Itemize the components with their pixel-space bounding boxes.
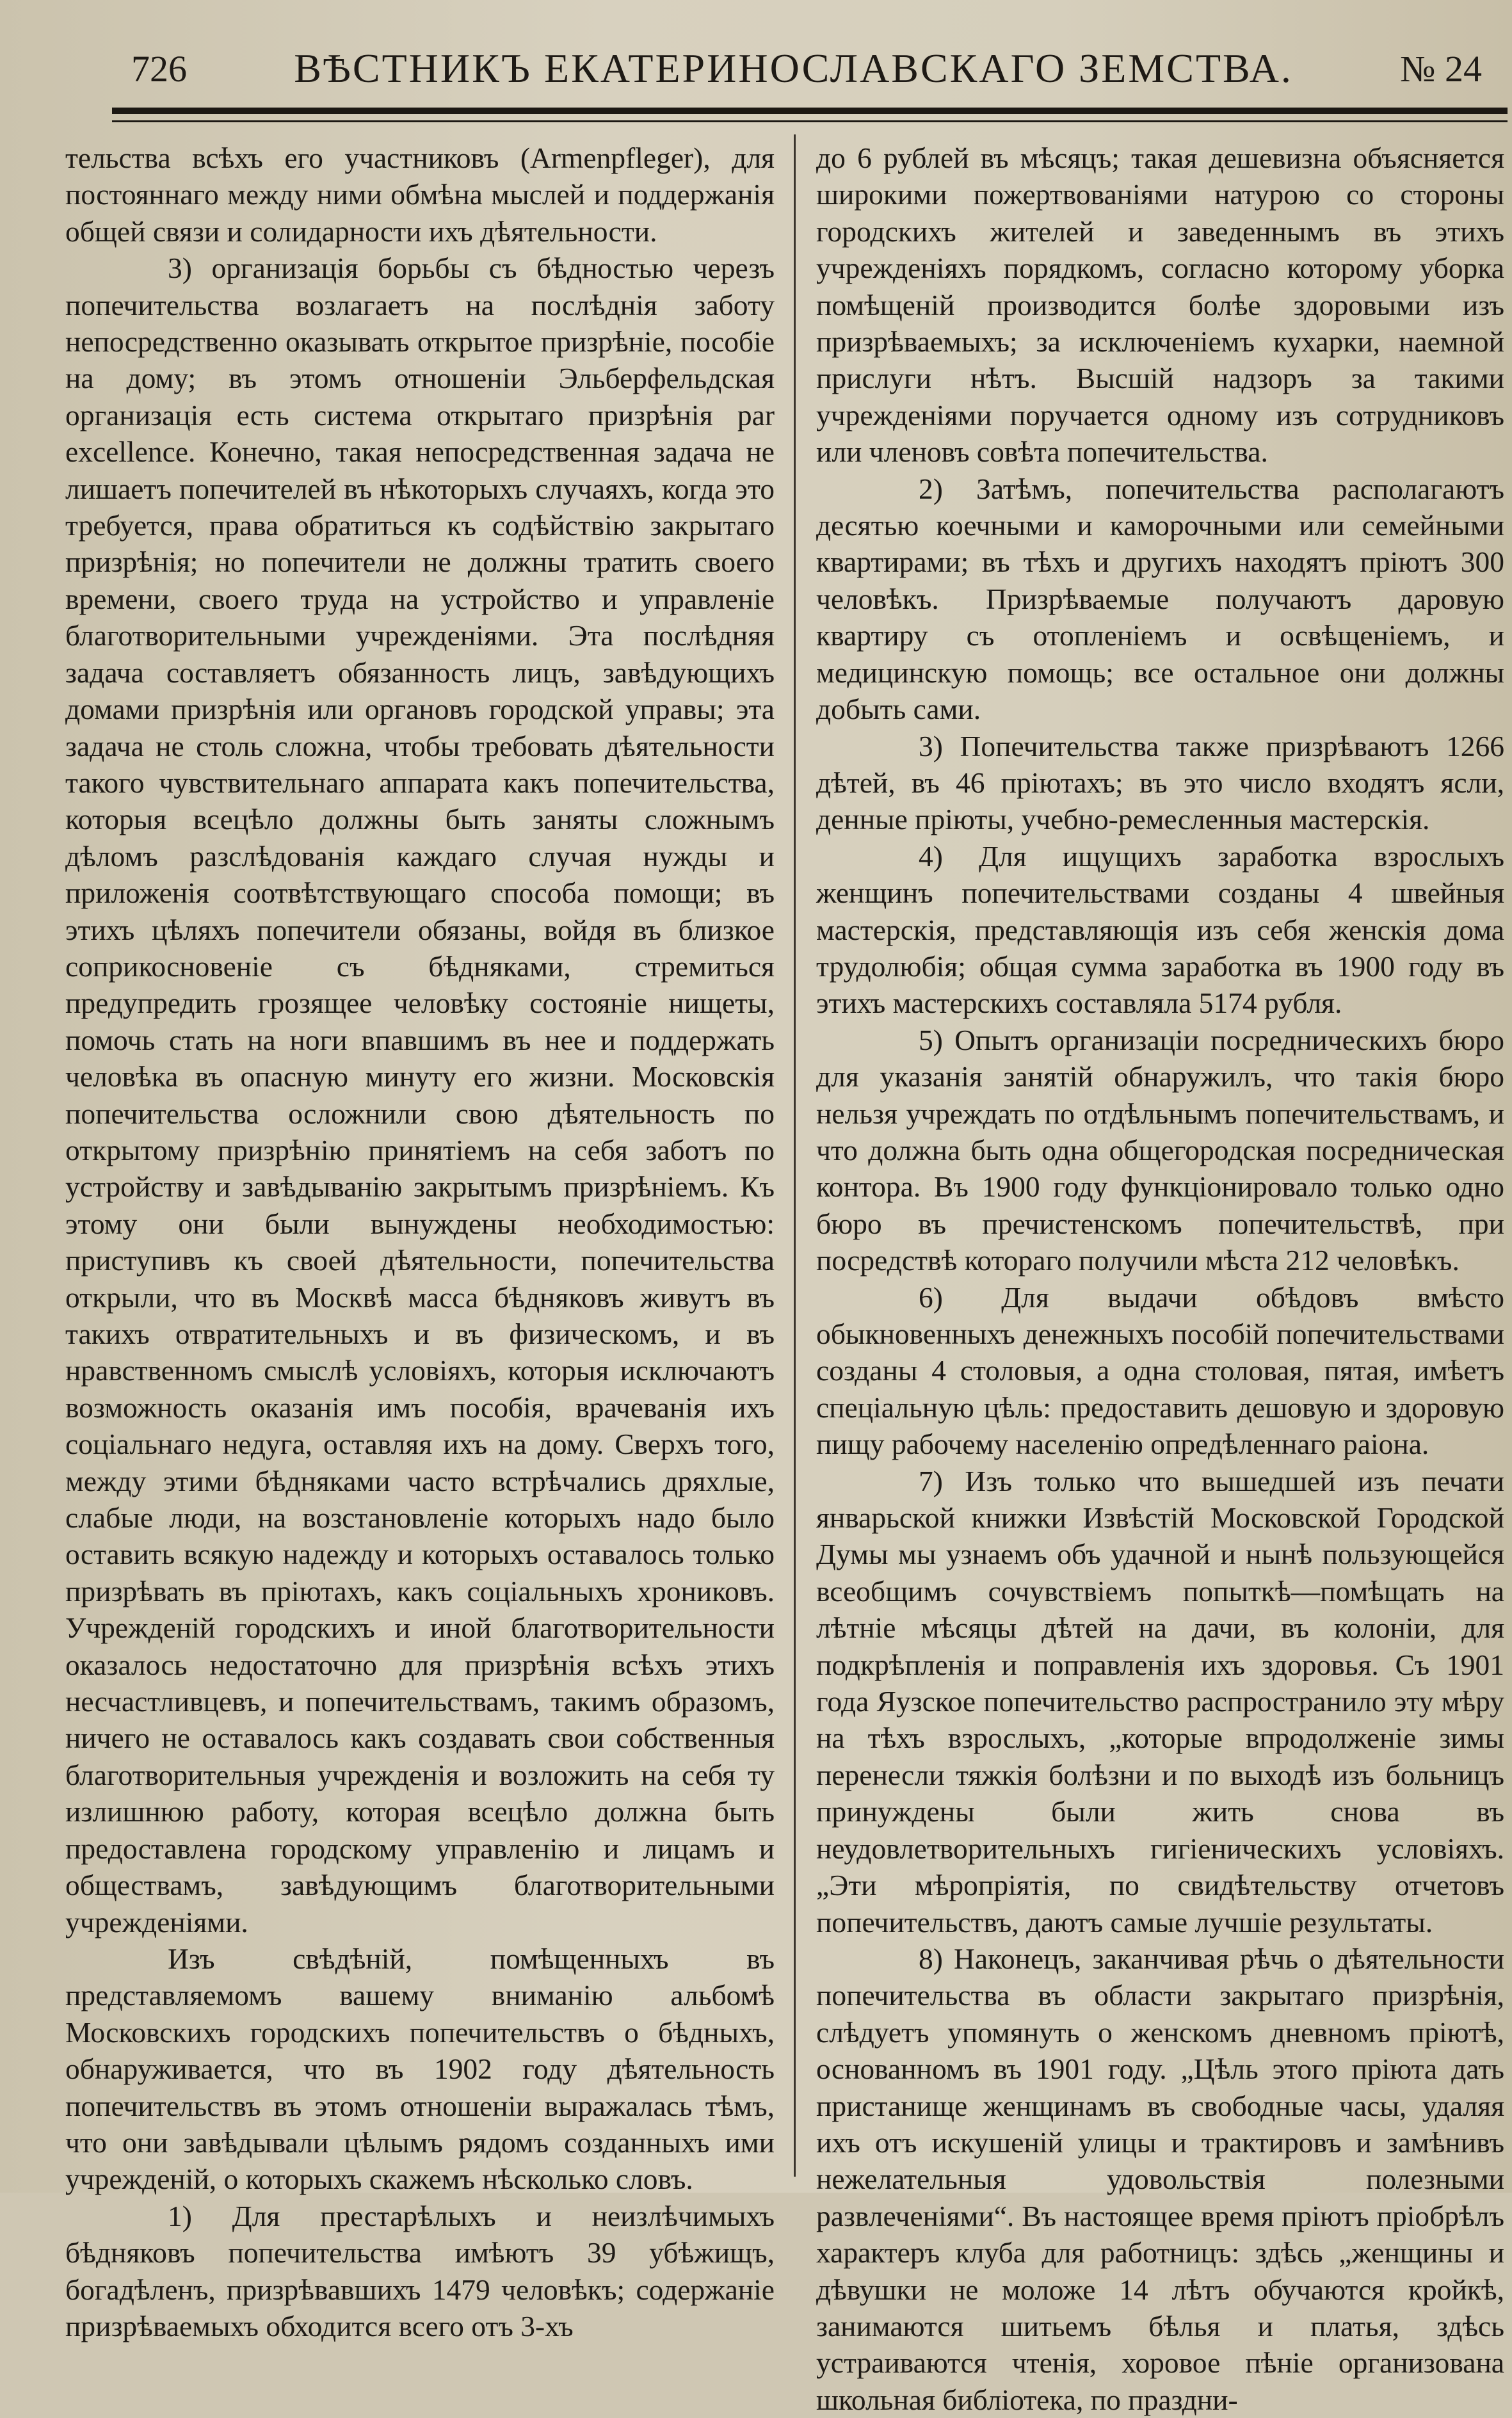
paragraph: 5) Опытъ организаціи посредническихъ бюро для указанія занятій обнаружилъ, что такія бюро нельзя учреждать по отдѣльнымъ попечительствамъ, и что должна быть одна общегородская посредническая контора. Въ 1900 году функціонировало только одно бюро въ пречистенскомъ попечительствѣ, при посредствѣ котораго получили мѣста 212 человѣкъ.: [816, 1023, 1504, 1277]
right-column: [816, 140, 1504, 2416]
page-number: 726: [131, 47, 187, 90]
paragraph: 2) Затѣмъ, попечительства располагаютъ десятью коечными и каморочными или семейными квартирами; въ тѣхъ и другихъ находятъ пріютъ 300 человѣкъ. Призрѣваемые получаютъ даровую квартиру съ отопленіемъ и освѣщеніемъ, и медицинскую помощь; все остальное они должны добыть сами.: [816, 472, 1504, 726]
paragraph: 7) Изъ только что вышедшей изъ печати январьской книжки Извѣстій Московской Городской Думы мы узнаемъ объ удачной и нынѣ пользующейся всеобщимъ сочувствіемъ попыткѣ—помѣщать на лѣтніе мѣсяцы дѣтей на дачи, въ колоніи, для подкрѣпленія и поправленія ихъ здоровья. Съ 1901 года Яузское попечительство распространило эту мѣру на тѣхъ взрослыхъ, „которые впродолженіе зимы перенесли тяжкія болѣзни и по выходѣ изъ больницъ принуждены были жить снова въ неудовлетворительныхъ гигіеническихъ условіяхъ. „Эти мѣропріятія, по свидѣтельству отчетовъ попечительствъ, даютъ самые лучшіе результаты.: [816, 1464, 1504, 1938]
paragraph: 3) организація борьбы съ бѣдностью черезъ попечительства возлагаетъ на послѣднія заботу непосредственно оказывать открытое призрѣніе, пособіе на дому; въ этомъ отношеніи Эльберфельдская организація есть система открытаго призрѣнія par excellence. Конечно, такая непосредственная задача не лишаетъ попечителей въ нѣкоторыхъ случаяхъ, когда это требуется, права обратиться къ содѣйствію закрытаго призрѣнія; но попечители не должны тратить своего времени, своего труда на устройство и управленіе благотворительными учрежденіями. Эта послѣдняя задача составляетъ обязанность лицъ, завѣдующихъ домами призрѣнія или органовъ городской управы; эта задача не столь сложна, чтобы требовать дѣятельности такого чувствительнаго аппарата какъ попечительства, которыя всецѣло должны быть заняты сложнымъ дѣломъ разслѣдованія каждаго случая нужды и приложенія соотвѣтствующаго способа помощи; въ этихъ цѣляхъ попечители обязаны, войдя въ близкое соприкосновеніе съ бѣдняками, стремиться предупредить грозящее человѣку состояніе нищеты, помочь стать на ноги впавшимъ въ нее и поддержать человѣка въ опасную минуту его жизни. Московскія попечительства осложнили свою дѣятельность по открытому призрѣнію принятіемъ на себя заботъ по устройству и завѣдыванію закрытымъ призрѣніемъ. Къ этому они были вынуждены необходимостью: приступивъ къ своей дѣятельности, попечительства открыли, что въ Москвѣ масса бѣдняковъ живутъ въ такихъ отвратительныхъ и въ физическомъ, и въ нравственномъ смыслѣ условіяхъ, которыя исключаютъ возможность оказанія имъ пособія, врачеванія ихъ соціальнаго недуга, оставляя ихъ на дому. Сверхъ того, между этими бѣдняками часто встрѣчались дряхлые, слабые люди, на возстановленіе которыхъ надо было оставить всякую надежду и которыхъ оставалось только призрѣвать въ пріютахъ, какъ соціальныхъ хрониковъ. Учрежденій городскихъ и иной благотворительности оказалось недостаточно для призрѣнія всѣхъ этихъ несчастливцевъ, и попечительствамъ, такимъ образомъ, ничего не оставалось какъ создавать свои собственныя благотворительныя учрежденія и возложить на себя ту излишнюю работу, которая всецѣло должна быть предоставлена городскому управленію и лицамъ и обществамъ, завѣдующимъ благотворительными учрежденіями.: [65, 252, 775, 1938]
paragraph: Изъ свѣдѣній, помѣщенныхъ въ представляемомъ вашему вниманію альбомѣ Московскихъ городскихъ попечительствъ о бѣдныхъ, обнаруживается, что въ 1902 году дѣятельность попечительствъ въ этомъ отношеніи выражалась тѣмъ, что они завѣдывали цѣлымъ рядомъ созданныхъ ими учрежденій, о которыхъ скажемъ нѣсколько словъ.: [65, 1942, 775, 2196]
column-divider: [794, 134, 796, 2177]
paragraph: 3) Попечительства также призрѣваютъ 1266 дѣтей, въ 46 пріютахъ; въ это число входятъ ясли, денные пріюты, учебно-ремесленныя мастерскія.: [816, 729, 1504, 836]
journal-title: ВѢСТНИКЪ ЕКАТЕРИНОСЛАВСКАГО ЗЕМСТВА.: [294, 45, 1293, 91]
paragraph: 8) Наконецъ, заканчивая рѣчь о дѣятельности попечительства въ области закрытаго призрѣнія, слѣдуетъ упомянуть о женскомъ дневномъ пріютѣ, основанномъ въ 1901 году. „Цѣль этого пріюта дать пристанище женщинамъ въ свободные часы, удаляя ихъ отъ искушеній улицы и трактировъ и замѣнивъ нежелательныя удовольствія полезными развлеченіями“. Въ настоящее время пріютъ пріобрѣлъ характеръ клуба для работницъ: здѣсь „женщины и дѣвушки не моложе 14 лѣтъ обучаются кройкѣ, занимаются шитьемъ бѣлья и платья, здѣсь устраиваются чтенія, хоровое пѣніе организована школьная библіотека, по праздни-: [816, 1942, 1504, 2416]
header-rule-thin: [112, 120, 1508, 122]
paragraph: 6) Для выдачи обѣдовъ вмѣсто обыкновенныхъ денежныхъ пособій попечительствами созданы 4 столовыя, а одна столовая, пятая, имѣетъ спеціальную цѣль: предоставить дешовую и здоровую пищу рабочему населенію опредѣленнаго раіона.: [816, 1280, 1504, 1461]
paragraph: до 6 рублей въ мѣсяцъ; такая дешевизна объясняется широкими пожертвованіями натурою со стороны городскихъ жителей и заведеннымъ въ этихъ учрежденіяхъ порядкомъ, согласно которому уборка помѣщеній производится болѣе здоровыми изъ призрѣваемыхъ; за исключеніемъ кухарки, наемной прислуги нѣтъ. Высшій надзоръ за такими учрежденіями поручается одному изъ сотрудниковъ или членовъ совѣта попечительства.: [816, 141, 1504, 469]
page-header: [131, 40, 1482, 97]
header-rule-thick: [112, 108, 1508, 114]
paragraph: тельства всѣхъ его участниковъ (Armenpfleger), для постояннаго между ними обмѣна мыслей и поддержанія общей связи и солидарности ихъ дѣятельности.: [65, 141, 775, 248]
paragraph: 4) Для ищущихъ заработка взрослыхъ женщинъ попечительствами созданы 4 швейныя мастерскія, представляющія изъ себя женскія дома трудолюбія; общая сумма заработка въ 1900 году въ этихъ мастерскихъ составляла 5174 рубля.: [816, 839, 1504, 1020]
issue-number: № 24: [1400, 47, 1482, 90]
paragraph: 1) Для престарѣлыхъ и неизлѣчимыхъ бѣдняковъ попечительства имѣютъ 39 убѣжищъ, богадѣленъ, призрѣвавшихъ 1479 человѣкъ; содержаніе призрѣваемыхъ обходится всего отъ 3-хъ: [65, 2199, 775, 2342]
left-column: [65, 140, 775, 2342]
